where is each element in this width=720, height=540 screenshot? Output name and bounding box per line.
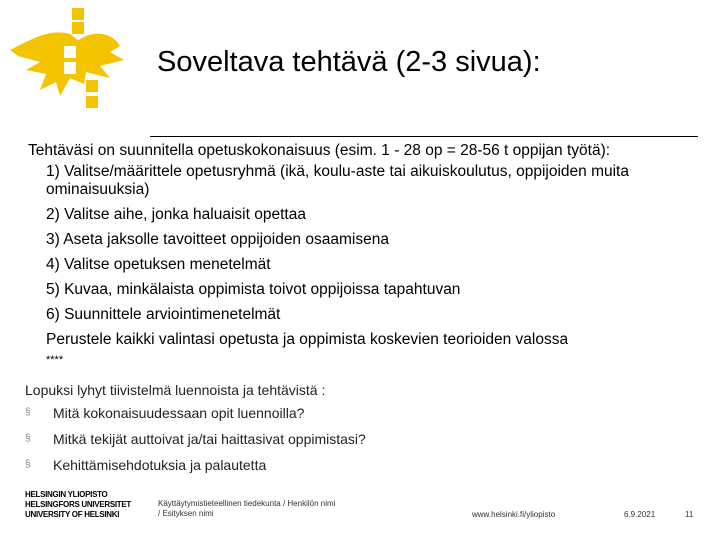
footer-department-line1: Käyttäytymistieteellinen tiedekunta / Henkilön nimi: [158, 499, 336, 508]
task-item-4: 4) Valitse opetuksen menetelmät: [46, 256, 271, 273]
separator-stars: ****: [46, 354, 64, 366]
summary-heading: Lopuksi lyhyt tiivistelmä luennoista ja tehtävistä :: [25, 382, 326, 398]
footer-department-line2: / Esityksen nimi: [158, 509, 214, 518]
bullet-text: Mitä kokonaisuudessaan opit luennoilla?: [53, 405, 305, 421]
task-item-5: 5) Kuvaa, minkälaista oppimista toivot oppijoissa tapahtuvan: [46, 281, 461, 298]
page-number: 11: [685, 510, 694, 519]
university-logo-flame-icon: [0, 0, 150, 130]
bullet-icon: §: [25, 459, 31, 470]
university-name-en: UNIVERSITY OF HELSINKI: [25, 510, 120, 519]
footer-department: [158, 499, 378, 519]
summary-bullets: [25, 404, 366, 482]
university-name-sv: HELSINGFORS UNIVERSITET: [25, 500, 131, 509]
list-item: [25, 404, 366, 422]
bullet-icon: §: [25, 433, 31, 444]
university-name-fi: HELSINGIN YLIOPISTO: [25, 490, 108, 499]
slide-title: Soveltava tehtävä (2-3 sivua):: [157, 46, 541, 78]
list-item: [25, 456, 366, 474]
bullet-text: Mitkä tekijät auttoivat ja/tai haittasivat oppimistasi?: [53, 431, 366, 447]
footer-date: 6.9.2021: [624, 510, 656, 519]
list-item: [25, 430, 366, 448]
task-item-6: 6) Suunnittele arviointimenetelmät: [46, 306, 281, 323]
task-item-1: 1) Valitse/määrittele opetusryhmä (ikä, koulu-aste tai aikuiskoulutus, oppijoiden muita ominaisuuksia): [46, 163, 629, 198]
bullet-text: Kehittämisehdotuksia ja palautetta: [53, 457, 267, 473]
bullet-icon: §: [25, 407, 31, 418]
task-item-3: 3) Aseta jaksolle tavoitteet oppijoiden osaamisena: [46, 231, 389, 248]
footer-url: www.helsinki.fi/yliopisto: [472, 510, 556, 519]
task-item-justify: Perustele kaikki valintasi opetusta ja oppimista koskevien teorioiden valossa: [46, 331, 569, 348]
task-item-2: 2) Valitse aihe, jonka haluaisit opettaa: [46, 206, 306, 223]
task-intro: Tehtäväsi on suunnitella opetuskokonaisuus (esim. 1 - 28 op = 28-56 t oppijan työtä):: [28, 142, 611, 159]
title-divider: [150, 136, 698, 137]
task-items-list: [46, 163, 696, 366]
university-name: [25, 490, 131, 520]
